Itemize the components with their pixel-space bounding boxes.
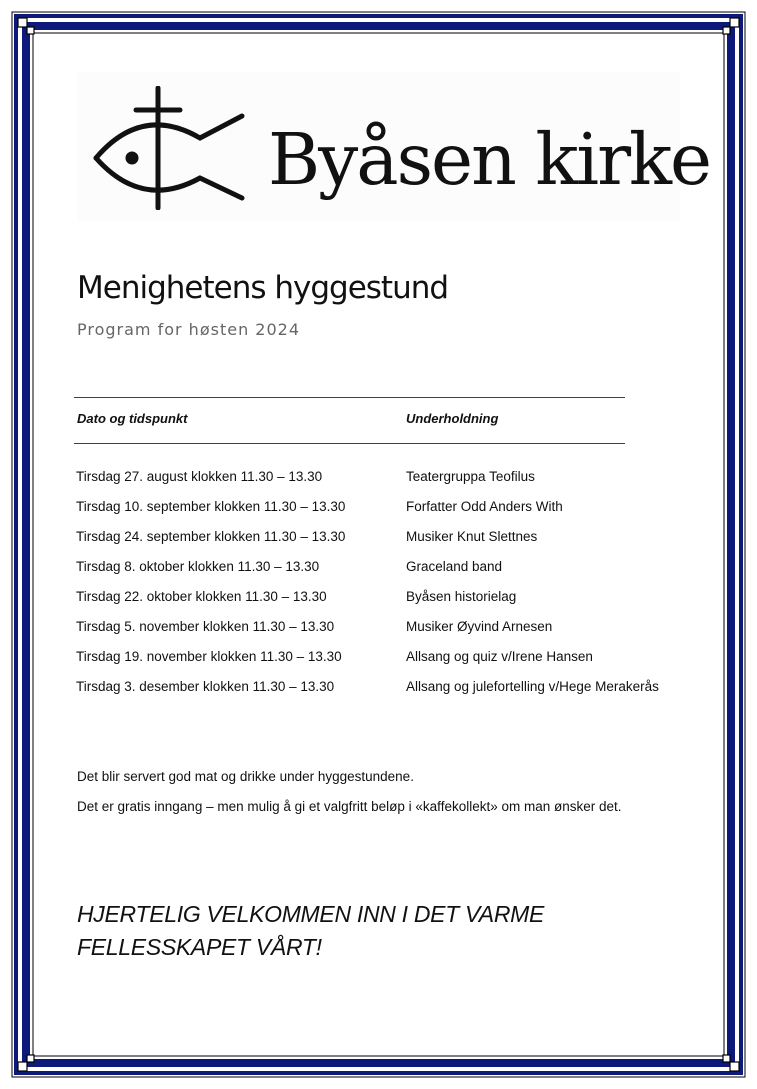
row-entertainment: Allsang og julefortelling v/Hege Merakerås [406,679,659,694]
page-subtitle: Program for høsten 2024 [77,320,301,339]
row-date: Tirsdag 5. november klokken 11.30 – 13.30 [76,619,335,634]
row-entertainment: Allsang og quiz v/Irene Hansen [406,649,593,664]
row-date: Tirsdag 24. september klokken 11.30 – 13.30 [76,529,346,544]
table-row [0,642,757,672]
welcome-line-2: FELLESSKAPET VÅRT! [77,934,322,960]
row-entertainment: Forfatter Odd Anders With [406,499,563,514]
table-row [0,582,757,612]
program-table [0,462,757,702]
row-date: Tirsdag 19. november klokken 11.30 – 13.30 [76,649,342,664]
food-note: Det blir servert god mat og drikke under hyggestundene. [77,769,414,784]
row-date: Tirsdag 3. desember klokken 11.30 – 13.30 [76,679,335,694]
table-row [0,612,757,642]
page-title: Menighetens hyggestund [77,270,449,306]
admission-note: Det er gratis inngang – men mulig å gi et valgfritt beløp i «kaffekollekt» om man ønsker det. [77,799,622,814]
row-date: Tirsdag 8. oktober klokken 11.30 – 13.30 [76,559,320,574]
row-entertainment: Teatergruppa Teofilus [406,469,535,484]
header-date: Dato og tidspunkt [77,411,188,426]
header-entertainment: Underholdning [406,411,499,426]
church-name: Byåsen kirke [268,118,711,201]
row-date: Tirsdag 27. august klokken 11.30 – 13.30 [76,469,323,484]
table-row [0,522,757,552]
table-row [0,552,757,582]
welcome-line-1: HJERTELIG VELKOMMEN INN I DET VARME [77,901,545,927]
table-row [0,492,757,522]
table-top-rule [74,397,625,398]
row-date: Tirsdag 10. september klokken 11.30 – 13.30 [76,499,346,514]
church-logo [78,72,711,222]
cross-fish-icon [92,86,252,210]
row-entertainment: Musiker Øyvind Arnesen [406,619,553,634]
table-header-rule [74,443,625,444]
table-row [0,672,757,702]
row-entertainment: Byåsen historielag [406,589,517,604]
row-entertainment: Musiker Knut Slettnes [406,529,538,544]
table-row [0,462,757,492]
welcome-message [77,898,544,964]
row-entertainment: Graceland band [406,559,503,574]
row-date: Tirsdag 22. oktober klokken 11.30 – 13.30 [76,589,327,604]
